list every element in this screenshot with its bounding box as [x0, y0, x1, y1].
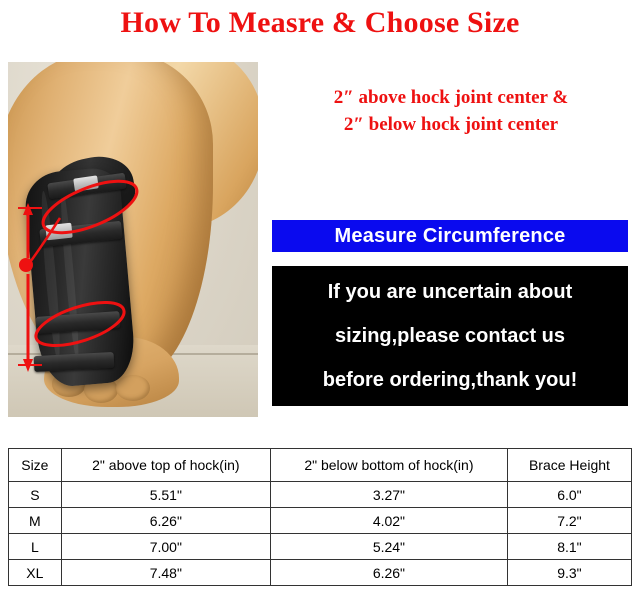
header-below-hock: 2" below bottom of hock(in): [270, 449, 507, 482]
header-size: Size: [9, 449, 62, 482]
cell-above-hock: 6.26": [61, 508, 270, 534]
size-chart-table: [8, 448, 632, 586]
cell-above-hock: 7.00": [61, 534, 270, 560]
cell-brace-height: 8.1": [507, 534, 631, 560]
cell-size: L: [9, 534, 62, 560]
notice-line-1: If you are uncertain about: [327, 281, 573, 303]
header-above-hock: 2" above top of hock(in): [61, 449, 270, 482]
cell-below-hock: 4.02": [270, 508, 507, 534]
table-row: [9, 482, 632, 508]
header-brace-height: Brace Height: [507, 449, 631, 482]
cell-brace-height: 9.3": [507, 560, 631, 586]
cell-below-hock: 3.27": [270, 482, 507, 508]
cell-above-hock: 7.48": [61, 560, 270, 586]
cell-size: M: [9, 508, 62, 534]
cell-below-hock: 5.24": [270, 534, 507, 560]
table-row: [9, 534, 632, 560]
upper-circumference-ellipse: [37, 171, 144, 244]
cell-brace-height: 6.0": [507, 482, 631, 508]
cell-size: S: [9, 482, 62, 508]
hock-note-line-2: 2″ below hock joint center: [343, 114, 559, 135]
table-row: [9, 508, 632, 534]
product-photo: [8, 62, 258, 417]
cell-size: XL: [9, 560, 62, 586]
notice-line-3: before ordering,thank you!: [322, 369, 578, 391]
hock-measure-note: [272, 84, 630, 138]
measure-circumference-label: Measure Circumference: [334, 224, 566, 247]
table-header-row: [9, 449, 632, 482]
cell-above-hock: 5.51": [61, 482, 270, 508]
cell-below-hock: 6.26": [270, 560, 507, 586]
notice-line-2: sizing,please contact us: [334, 325, 566, 347]
contact-us-notice: [272, 266, 628, 406]
measurement-annotation-overlay: [8, 62, 258, 417]
table-row: [9, 560, 632, 586]
page-title: How To Measre & Choose Size: [120, 6, 520, 39]
lower-circumference-ellipse: [31, 294, 129, 355]
measure-circumference-banner: [272, 220, 628, 252]
hock-note-line-1: 2″ above hock joint center &: [333, 87, 569, 108]
cell-brace-height: 7.2": [507, 508, 631, 534]
